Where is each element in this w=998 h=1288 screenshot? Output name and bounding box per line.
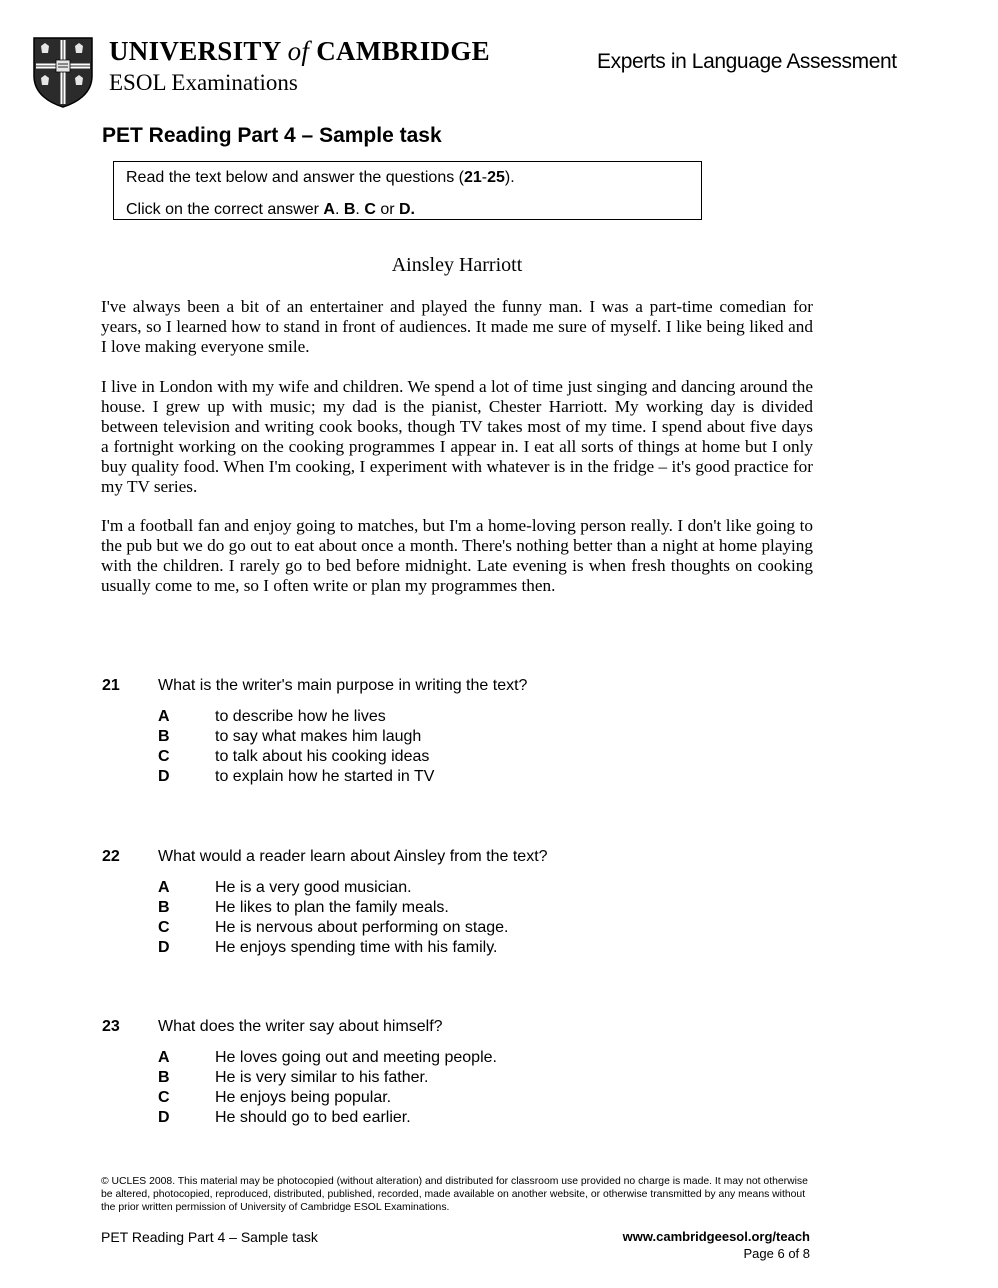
reading-paragraph: I've always been a bit of an entertainer and played the funny man. I was a part-time comedian for years, so I learned how to stand in front of audiences. It made me sure of myself. I like being liked and I love making everyone smile. (101, 297, 813, 356)
answer-option-c[interactable] (0, 1089, 998, 1109)
option-letter: C (158, 748, 170, 765)
instructions-line-1: Read the text below and answer the questions (21-25). (126, 169, 515, 186)
question-number: 21 (102, 677, 120, 694)
instructions-box (113, 161, 702, 220)
option-letter: D (158, 768, 170, 785)
question-number: 23 (102, 1018, 120, 1035)
question-number: 22 (102, 848, 120, 865)
option-text: to talk about his cooking ideas (215, 748, 430, 765)
option-letter: B (158, 1069, 170, 1086)
answer-option-d[interactable] (0, 939, 998, 959)
option-text: He should go to bed earlier. (215, 1109, 411, 1126)
copyright-notice: © UCLES 2008. This material may be photocopied (without alteration) and distributed for classroom use provided no charge is made. It may not otherwise be altered, photocopied, reproduced, distributed, published, recorded, made available on another website, or otherwise transmitted by any means without the prior written permission of University of Cambridge ESOL Examinations. (101, 1176, 808, 1213)
answer-option-c[interactable] (0, 919, 998, 939)
reading-paragraph: I'm a football fan and enjoy going to matches, but I'm a home-loving person really. I don't like going to the pub but we do go out to eat about once a month. There's nothing better than a night at home playing with the children. I rarely go to bed before midnight. Late evening is when fresh thoughts on cooking usually come to me, so I often write or plan my programmes then. (101, 516, 813, 595)
option-text: to explain how he started in TV (215, 768, 435, 785)
option-text: to describe how he lives (215, 708, 386, 725)
footer-url-link[interactable]: www.cambridgeesol.org/teach (622, 1229, 810, 1244)
esol-examinations-label: ESOL Examinations (109, 70, 298, 95)
option-letter: C (158, 1089, 170, 1106)
answer-option-c[interactable] (0, 748, 998, 768)
page-title: PET Reading Part 4 – Sample task (102, 124, 442, 147)
answer-option-b[interactable] (0, 1069, 998, 1089)
question-stem: What is the writer's main purpose in writing the text? (158, 677, 528, 694)
answer-option-b[interactable] (0, 899, 998, 919)
university-name: UNIVERSITY of CAMBRIDGE (109, 36, 490, 66)
reading-text-title: Ainsley Harriott (391, 254, 523, 276)
option-letter: A (158, 708, 170, 725)
answer-option-d[interactable] (0, 1109, 998, 1129)
footer-title: PET Reading Part 4 – Sample task (101, 1229, 318, 1245)
option-letter: D (158, 939, 170, 956)
option-text: He enjoys spending time with his family. (215, 939, 498, 956)
instructions-line-2: Click on the correct answer A. B. C or D. (126, 201, 415, 218)
option-text: to say what makes him laugh (215, 728, 422, 745)
option-letter: A (158, 1049, 170, 1066)
university-crest-icon (32, 36, 94, 108)
answer-option-a[interactable] (0, 1049, 998, 1069)
option-text: He is very similar to his father. (215, 1069, 429, 1086)
option-letter: D (158, 1109, 170, 1126)
option-text: He enjoys being popular. (215, 1089, 392, 1106)
option-letter: A (158, 879, 170, 896)
answer-option-a[interactable] (0, 879, 998, 899)
question-stem: What does the writer say about himself? (158, 1018, 443, 1035)
tagline: Experts in Language Assessment (597, 50, 897, 73)
option-letter: B (158, 728, 170, 745)
answer-option-d[interactable] (0, 768, 998, 788)
option-text: He is nervous about performing on stage. (215, 919, 509, 936)
option-text: He is a very good musician. (215, 879, 412, 896)
answer-option-a[interactable] (0, 708, 998, 728)
answer-option-b[interactable] (0, 728, 998, 748)
option-text: He loves going out and meeting people. (215, 1049, 497, 1066)
reading-paragraph: I live in London with my wife and children. We spend a lot of time just singing and dancing around the house. I grew up with music; my dad is the pianist, Chester Harriott. My working day is divided between television and writing cook books, though TV takes most of my time. I spend about five days a fortnight working on the cooking programmes I appear in. I eat all sorts of things at home but I only buy quality food. When I'm cooking, I experiment with whatever is in the fridge – it's good practice for my TV series. (101, 377, 813, 496)
option-letter: C (158, 919, 170, 936)
option-text: He likes to plan the family meals. (215, 899, 449, 916)
question-stem: What would a reader learn about Ainsley from the text? (158, 848, 548, 865)
page-number: Page 6 of 8 (743, 1246, 810, 1261)
option-letter: B (158, 899, 170, 916)
